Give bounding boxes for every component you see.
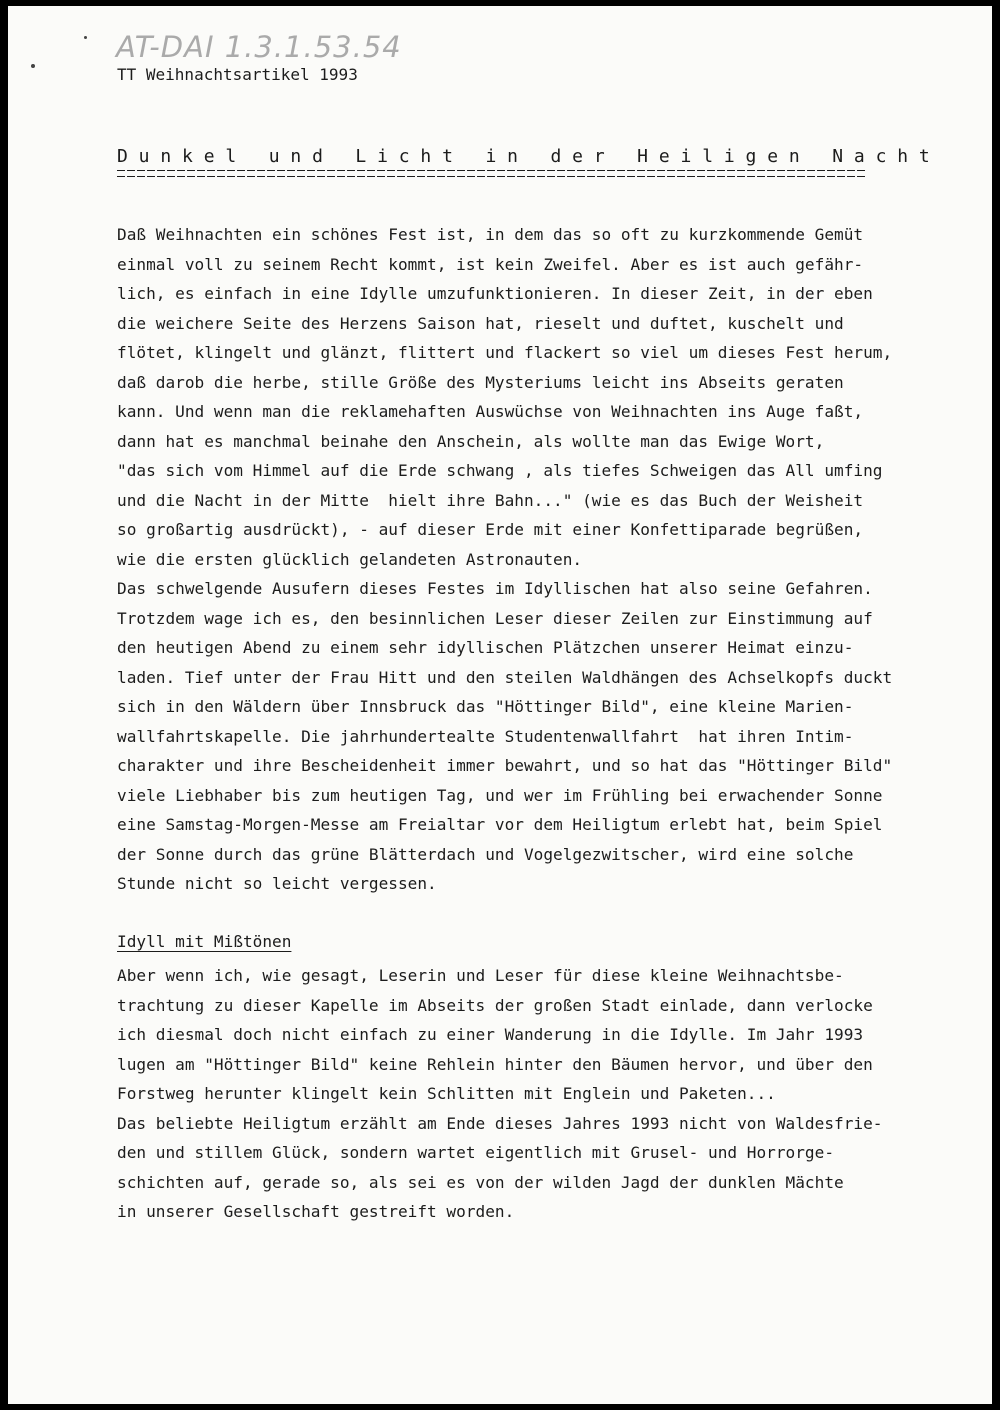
text-line: Das beliebte Heiligtum erzählt am Ende dieses Jahres 1993 nicht von Waldesfrie- <box>117 1113 883 1133</box>
text-line: viele Liebhaber bis zum heutigen Tag, und wer im Frühling bei erwachender Sonne <box>117 785 883 805</box>
text-line: lich, es einfach in eine Idylle umzufunktionieren. In dieser Zeit, in der eben <box>117 284 873 303</box>
text-line: charakter und ihre Bescheidenheit immer bewahrt, und so hat das "Höttinger Bild" <box>117 756 893 775</box>
subheading: Idyll mit Mißtönen <box>117 932 292 951</box>
text-line: den heutigen Abend zu einem sehr idyllischen Plätzchen unserer Heimat einzu- <box>117 638 854 657</box>
text-line: wallfahrtskapelle. Die jahrhundertealte Studentenwallfahrt hat ihren Intim- <box>117 726 854 746</box>
text-line: daß darob die herbe, stille Größe des Mysteriums leicht ins Abseits geraten <box>117 372 844 392</box>
text-line: kann. Und wenn man die reklamehaften Auswüchse von Weihnachten ins Auge faßt, <box>117 402 864 421</box>
text-line: die weichere Seite des Herzens Saison hat, rieselt und duftet, kuschelt und <box>117 313 844 333</box>
scan-speck <box>84 36 87 39</box>
text-line: in unserer Gesellschaft gestreift worden. <box>117 1202 515 1221</box>
text-line: Trotzdem wage ich es, den besinnlichen Leser dieser Zeilen zur Einstimmung auf <box>117 608 873 628</box>
text-line: den und stillem Glück, sondern wartet eigentlich mit Grusel- und Horrorge- <box>117 1143 835 1162</box>
archive-signature: AT-DAI 1.3.1.53.54 <box>116 30 402 64</box>
document-page <box>8 6 992 1404</box>
text-line: der Sonne durch das grüne Blätterdach und Vogelgezwitscher, wird eine solche <box>117 844 854 864</box>
text-line: wie die ersten glücklich gelandeten Astronauten. <box>117 549 583 569</box>
text-line: lugen am "Höttinger Bild" keine Rehlein hinter den Bäumen hervor, und über den <box>117 1054 873 1074</box>
text-line: schichten auf, gerade so, als sei es von der wilden Jagd der dunklen Mächte <box>117 1172 844 1192</box>
text-line: "das sich vom Himmel auf die Erde schwang , als tiefes Schweigen das All umfing <box>117 461 883 480</box>
scan-speck <box>31 64 35 68</box>
text-line: und die Nacht in der Mitte hielt ihre Bahn..." (wie es das Buch der Weisheit <box>117 490 864 510</box>
text-line: trachtung zu dieser Kapelle im Abseits der großen Stadt einlade, dann verlocke <box>117 995 873 1015</box>
text-line: sich in den Wäldern über Innsbruck das "Höttinger Bild", eine kleine Marien- <box>117 697 854 716</box>
text-line: dann hat es manchmal beinahe den Anschein, als wollte man das Ewige Wort, <box>117 431 825 451</box>
text-line: ich diesmal doch nicht einfach zu einer Wanderung in die Idylle. Im Jahr 1993 <box>117 1025 864 1044</box>
document-header: TT Weihnachtsartikel 1993 <box>117 65 358 84</box>
text-line: so großartig ausdrückt), - auf dieser Erde mit einer Konfettiparade begrüßen, <box>117 520 864 539</box>
text-line: Stunde nicht so leicht vergessen. <box>117 874 437 893</box>
paragraph-2 <box>117 961 937 1227</box>
text-line: einmal voll zu seinem Recht kommt, ist kein Zweifel. Aber es ist auch gefähr- <box>117 254 864 274</box>
article-title: D u n k e l u n d L i c h t i n d e r H e i l i g e n N a c h t <box>117 146 930 167</box>
text-line: eine Samstag-Morgen-Messe am Freialtar vor dem Heiligtum erlebt hat, beim Spiel <box>117 815 883 834</box>
text-line: Das schwelgende Ausufern dieses Festes im Idyllischen hat also seine Gefahren. <box>117 579 873 598</box>
text-line: Forstweg herunter klingelt kein Schlitten mit Englein und Paketen... <box>117 1084 776 1103</box>
text-line: flötet, klingelt und glänzt, flittert und flackert so viel um dieses Fest herum, <box>117 343 893 362</box>
text-line: Daß Weihnachten ein schönes Fest ist, in dem das so oft zu kurzkommende Gemüt <box>117 225 864 244</box>
text-line: laden. Tief unter der Frau Hitt und den steilen Waldhängen des Achselkopfs duckt <box>117 667 893 687</box>
title-double-rule <box>117 170 865 177</box>
paragraph-1 <box>117 220 937 899</box>
text-line: Aber wenn ich, wie gesagt, Leserin und Leser für diese kleine Weihnachtsbe- <box>117 966 844 985</box>
